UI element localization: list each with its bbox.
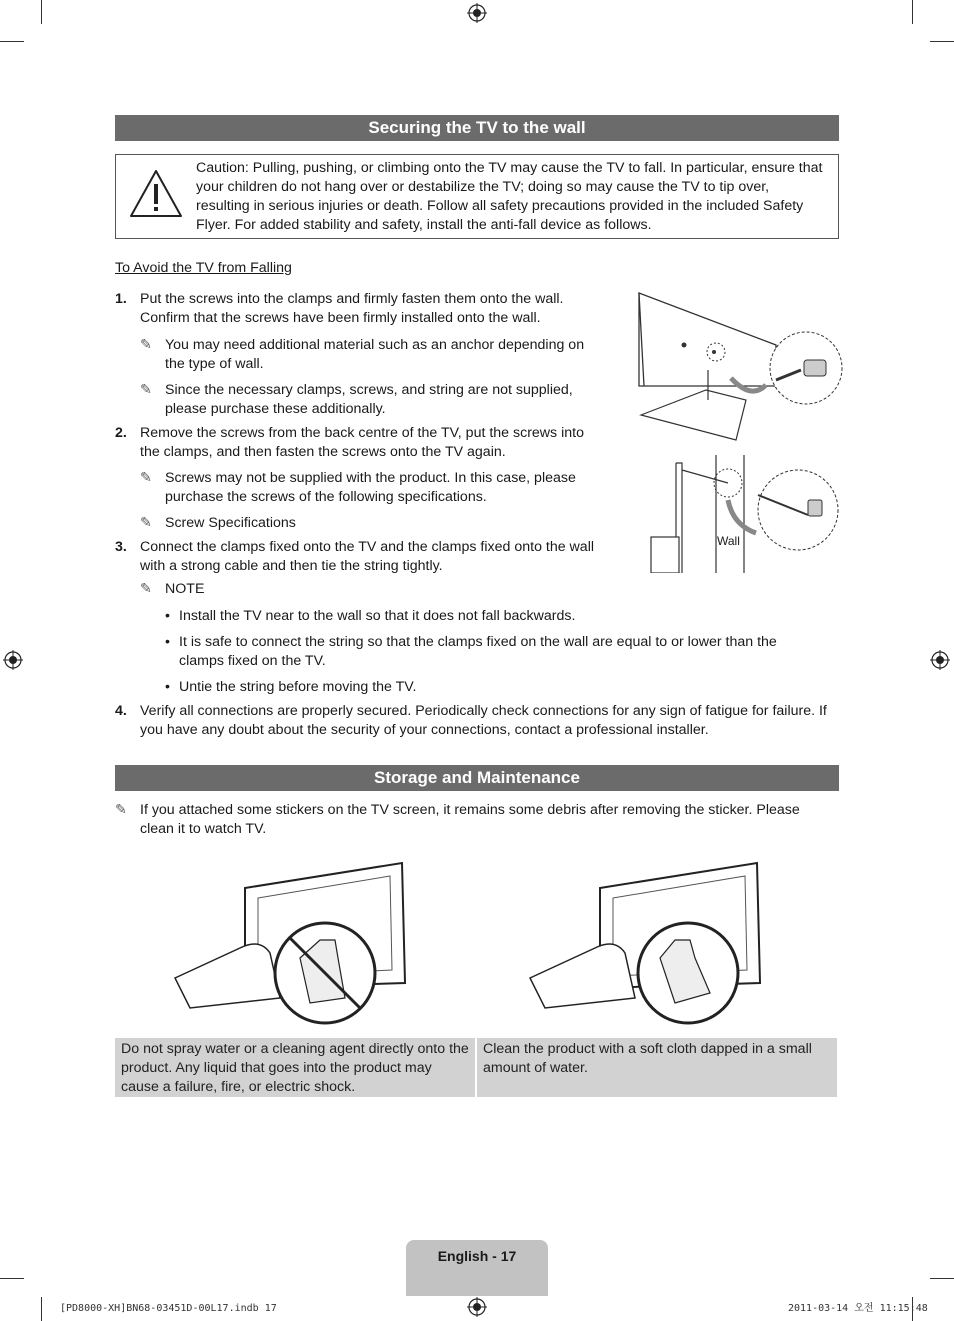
step-number: 3. <box>115 539 127 555</box>
registration-mark-icon <box>930 650 950 670</box>
caution-label: Caution <box>196 160 245 176</box>
bullet-dot: • <box>165 679 170 695</box>
crop-mark <box>930 41 954 42</box>
step-text: Verify all connections are properly secured. Periodically check connections for any sign of fatigue for failure. If you have any doubt about the security of your connections, contact a professional installer. <box>140 703 827 738</box>
caution-text <box>196 159 826 235</box>
no-spray-illustration <box>170 858 410 1028</box>
note-text: Screws may not be supplied with the product. In this case, please purchase the screws of the following specifications. <box>165 470 576 505</box>
pencil-note-icon: ✎ <box>140 470 152 486</box>
soft-cloth-illustration <box>525 858 765 1028</box>
caution-box <box>115 154 839 239</box>
registration-mark-icon <box>467 3 487 23</box>
caution-body: : Pulling, pushing, or climbing onto the TV may cause the TV to fall. In particular, ensure that your children do not hang over or destabilize the TV; doing so may cause the TV to tip over, resulting in serious injuries or death. Follow all safety precautions provided in the included Safety Flyer. For added stability and safety, install the anti-fall device as follows. <box>196 160 823 233</box>
bullet-text: Untie the string before moving the TV. <box>179 679 417 695</box>
crop-mark <box>912 0 913 24</box>
tv-wall-illustration <box>648 455 843 573</box>
wall-label: Wall <box>717 534 740 548</box>
step-number: 2. <box>115 425 127 441</box>
caption-soft-cloth: Clean the product with a soft cloth dapped in a small amount of water. <box>477 1038 837 1097</box>
pencil-note-icon: ✎ <box>140 581 152 597</box>
slug-left: [PD8000-XH]BN68-03451D-00L17.indb 17 <box>60 1303 277 1314</box>
note-label: NOTE <box>165 581 205 597</box>
registration-mark-icon <box>467 1297 487 1317</box>
crop-mark <box>930 1278 954 1279</box>
pencil-note-icon: ✎ <box>115 802 127 818</box>
crop-mark <box>0 41 24 42</box>
pencil-note-icon: ✎ <box>140 515 152 531</box>
bullet-text: Install the TV near to the wall so that it does not fall backwards. <box>179 608 576 624</box>
page-number-tab: English - 17 <box>406 1240 548 1296</box>
tv-clamp-illustration <box>636 290 846 450</box>
step-number: 4. <box>115 703 127 719</box>
section-title-securing: Securing the TV to the wall <box>115 115 839 141</box>
step-text: Put the screws into the clamps and firmly fasten them onto the wall. Confirm that the screws have been firmly installed onto the wall. <box>140 291 564 326</box>
section-title-storage: Storage and Maintenance <box>115 765 839 791</box>
pencil-note-icon: ✎ <box>140 382 152 398</box>
step-text: Connect the clamps fixed onto the TV and the clamps fixed onto the wall with a strong cable and then tie the string tightly. <box>140 539 594 574</box>
bullet-text: It is safe to connect the string so that the clamps fixed on the wall are equal to or lower than the clamps fixed on the TV. <box>179 634 777 669</box>
crop-mark <box>0 1278 24 1279</box>
bullet-dot: • <box>165 634 170 650</box>
storage-note-text: If you attached some stickers on the TV screen, it remains some debris after removing the sticker. Please clean it to watch TV. <box>140 802 800 837</box>
step-number: 1. <box>115 291 127 307</box>
slug-right: 2011-03-14 오전 11:15:48 <box>788 1303 928 1314</box>
note-text: Since the necessary clamps, screws, and string are not supplied, please purchase these additionally. <box>165 382 573 417</box>
crop-mark <box>41 0 42 24</box>
step-text: Remove the screws from the back centre of the TV, put the screws into the clamps, and then fasten the screws onto the TV again. <box>140 425 584 460</box>
subheading-avoid-falling: To Avoid the TV from Falling <box>115 260 292 276</box>
crop-mark <box>41 1297 42 1321</box>
caption-no-spray: Do not spray water or a cleaning agent directly onto the product. Any liquid that goes into the product may cause a failure, fire, or electric shock. <box>115 1038 475 1097</box>
bullet-dot: • <box>165 608 170 624</box>
registration-mark-icon <box>3 650 23 670</box>
pencil-note-icon: ✎ <box>140 337 152 353</box>
note-text: Screw Specifications <box>165 515 296 531</box>
note-text: You may need additional material such as an anchor depending on the type of wall. <box>165 337 585 372</box>
caution-triangle-icon <box>128 168 184 220</box>
